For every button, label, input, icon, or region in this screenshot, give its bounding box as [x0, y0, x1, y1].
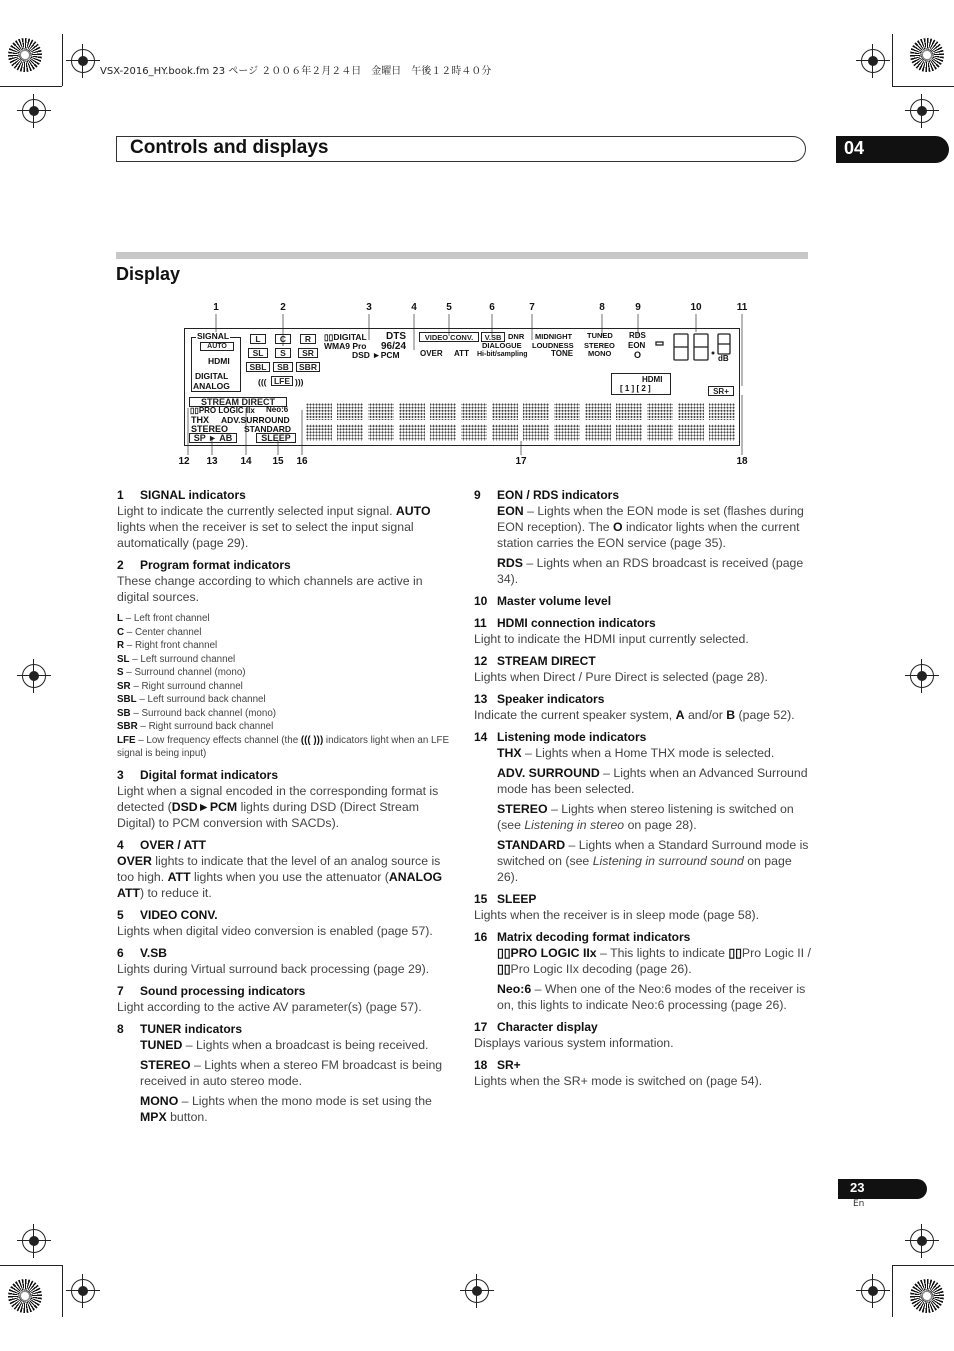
srplus-indicator: SR+ — [708, 386, 734, 396]
section-heading: 4 OVER / ATT — [117, 837, 206, 852]
registration-mark — [861, 1279, 885, 1303]
section-heading: 2 Program format indicators — [117, 558, 291, 572]
section-body: Light to indicate the currently selected input signal. AUTO lights when the receiver is set to select the input signal automatically (page 29). — [117, 504, 431, 550]
channel-item: S – Surround channel (mono) — [117, 667, 246, 678]
section-body: RDS – Lights when an RDS broadcast is received (page 34). — [497, 556, 804, 586]
wma9-indicator: WMA9 Pro — [324, 341, 367, 351]
registration-starburst — [910, 1279, 944, 1313]
channel-sb: SB — [273, 362, 293, 372]
eon-indicator: EON — [628, 341, 646, 350]
channel-sbl: SBL — [246, 362, 270, 372]
callout-number: 2 — [280, 302, 286, 313]
registration-mark — [465, 1279, 489, 1303]
channel-lfe: LFE — [271, 376, 293, 386]
eon-o-indicator: O — [634, 350, 642, 360]
callout-number: 17 — [515, 456, 527, 467]
tone-indicator: TONE — [551, 349, 574, 358]
crop-line — [892, 1265, 893, 1317]
video-conv-indicator: VIDEO CONV. — [419, 332, 479, 342]
tuned-indicator: TUNED — [587, 331, 613, 340]
stereo-mode-indicator: STEREO — [191, 424, 229, 434]
mono-indicator: MONO — [588, 349, 612, 358]
channel-item: C – Center channel — [117, 626, 202, 638]
page-language: En — [853, 1199, 865, 1209]
att-indicator: ATT — [454, 349, 469, 358]
lfe-wave-right: ))) — [295, 377, 304, 387]
hdmi-input-numbers: [ 1 ] [ 2 ] — [620, 384, 651, 393]
vsb-indicator: V.SB — [481, 332, 505, 342]
registration-mark — [71, 1279, 95, 1303]
channel-item: SB – Surround back channel (mono) — [117, 707, 277, 719]
channel-item: SL – Left surround channel — [117, 653, 236, 665]
section-heading: 15 SLEEP — [474, 892, 537, 906]
channel-s: S — [275, 348, 291, 358]
section-heading: 7 Sound processing indicators — [117, 983, 306, 998]
channel-c: C — [275, 334, 291, 344]
crop-line — [0, 1265, 62, 1266]
hibit-indicator: Hi-bit/sampling — [477, 351, 528, 358]
section-body: Lights when digital video conversion is enabled (page 57). — [117, 923, 433, 938]
registration-mark — [910, 1229, 934, 1253]
section-body: STEREO – Lights when stereo listening is switched on (see Listening in stereo on page 28). — [497, 802, 794, 832]
hdmi-signal-indicator: HDMI — [208, 356, 230, 366]
section-heading: 1 SIGNAL indicators — [117, 488, 246, 502]
character-display-gap — [306, 420, 736, 424]
stereo-indicator: STEREO — [584, 341, 615, 350]
callout-number: 11 — [736, 302, 748, 313]
callout-number: 1 — [213, 302, 219, 313]
section-body: Displays various system information. — [474, 1036, 674, 1050]
section-body: THX – Lights when a Home THX mode is selected. — [497, 746, 775, 760]
registration-mark — [22, 1229, 46, 1253]
speaker-ab-indicator: SP ► AB — [189, 433, 237, 443]
registration-mark — [910, 664, 934, 688]
section-title: Display — [116, 264, 181, 284]
section-body: Light according to the active AV parameter(s) (page 57). — [117, 999, 422, 1014]
section-heading: 5 VIDEO CONV. — [117, 907, 218, 922]
right-column — [474, 488, 814, 1089]
callout-number: 5 — [446, 302, 452, 313]
callout-number: 13 — [206, 456, 218, 467]
callout-number: 10 — [690, 302, 702, 313]
channel-item: R – Right front channel — [117, 640, 218, 651]
section-body: EON – Lights when the EON mode is set (flashes during EON reception). The O indicator lights when the current station carries the EON service (page 35). — [497, 504, 804, 550]
channel-item: SR – Right surround channel — [117, 680, 243, 692]
channel-l: L — [250, 334, 266, 344]
section-heading: 6 V.SB — [117, 945, 167, 960]
neo6-indicator: Neo:6 — [266, 405, 289, 414]
crop-line — [892, 1265, 954, 1266]
channel-item: SBR – Right surround back channel — [117, 721, 274, 732]
callout-number: 14 — [240, 456, 252, 467]
section-heading: 12 STREAM DIRECT — [474, 654, 596, 668]
section-body: STEREO – Lights when a stereo FM broadcast is being received in auto stereo mode. — [140, 1057, 443, 1088]
section-body: STANDARD – Lights when a Standard Surround mode is switched on (see Listening in surround sound on page 26). — [497, 838, 809, 884]
sleep-indicator: SLEEP — [256, 433, 296, 443]
lfe-wave-left: ((( — [258, 377, 267, 387]
signal-indicator: SIGNAL — [197, 331, 230, 341]
callout-number: 12 — [178, 456, 190, 467]
section-heading: 14 Listening mode indicators — [474, 730, 647, 744]
page-title: Controls and displays — [130, 137, 329, 158]
9624-indicator: 96/24 — [381, 341, 407, 352]
section-body: ADV. SURROUND – Lights when an Advanced Surround mode has been selected. — [497, 766, 808, 796]
left-column — [117, 488, 457, 1125]
thx-indicator: THX — [191, 415, 209, 425]
channel-item: SBL – Left surround back channel — [117, 694, 266, 705]
db-indicator: dB — [718, 354, 729, 363]
crop-line — [62, 1265, 63, 1317]
registration-starburst — [8, 1279, 42, 1313]
section-heading: 13 Speaker indicators — [474, 692, 605, 706]
file-header: VSX-2016_HY.book.fm 23 ページ ２００６年２月２４日 金曜日 午後１２時４０分 — [100, 66, 492, 77]
channel-sr: SR — [298, 348, 318, 358]
callout-number: 15 — [272, 456, 284, 467]
hdmi-indicator: HDMI — [642, 375, 663, 384]
callout-number: 7 — [529, 302, 535, 313]
section-body: Lights during Virtual surround back processing (page 29). — [117, 961, 430, 976]
section-body: Light to indicate the HDMI input currently selected. — [474, 632, 749, 646]
stream-direct-indicator: STREAM DIRECT — [189, 397, 287, 407]
chapter-number: 04 — [844, 138, 865, 158]
callout-number: 8 — [599, 302, 605, 313]
channel-sl: SL — [248, 348, 268, 358]
callout-number: 3 — [366, 302, 372, 313]
dnr-indicator: DNR — [508, 332, 525, 341]
section-heading: 9 EON / RDS indicators — [474, 488, 620, 502]
loudness-indicator: LOUDNESS — [532, 341, 574, 350]
adv-surround-indicator: ADV.SURROUND — [221, 415, 290, 425]
analog-indicator: ANALOG — [193, 381, 230, 391]
section-body: Lights when the SR+ mode is switched on (page 54). — [474, 1074, 763, 1088]
callout-number: 9 — [635, 302, 641, 313]
dts-indicator: DTS — [386, 331, 406, 342]
callout-number: 4 — [411, 302, 417, 313]
rds-indicator: RDS — [629, 331, 646, 340]
section-heading: 17 Character display — [474, 1020, 598, 1034]
section-body: These change according to which channels are active in digital sources. — [117, 574, 423, 604]
section-body: Lights when the receiver is in sleep mode (page 58). — [474, 908, 760, 922]
section-heading: 11 HDMI connection indicators — [474, 616, 656, 630]
section-body: ▯▯PRO LOGIC IIx – This lights to indicate ▯▯Pro Logic II / ▯▯Pro Logic IIx decoding (page 26). — [497, 946, 811, 976]
section-heading: 3 Digital format indicators — [117, 767, 279, 782]
section-heading: 10 Master volume level — [474, 594, 612, 608]
channel-item: LFE – Low frequency effects channel (the ((( ))) indicators light when an LFE signal is being input) — [117, 734, 449, 759]
callout-number: 16 — [296, 456, 308, 467]
dsd-pcm-indicator: DSD ►PCM — [352, 350, 400, 360]
digital-indicator: DIGITAL — [195, 371, 229, 381]
section-heading: 8 TUNER indicators — [117, 1021, 243, 1036]
registration-mark — [22, 664, 46, 688]
channel-r: R — [300, 334, 316, 344]
over-indicator: OVER — [420, 349, 443, 358]
section-body: MONO – Lights when the mono mode is set using the MPX button. — [140, 1093, 432, 1124]
page-number: 23 — [850, 1180, 865, 1195]
section-heading: 16 Matrix decoding format indicators — [474, 930, 691, 944]
section-body: OVER lights to indicate that the level of an analog source is too high. ATT lights when you use the attenuator (ANALOG ATT) to reduce it. — [117, 853, 443, 900]
auto-indicator: AUTO — [200, 342, 234, 351]
callout-number: 18 — [736, 456, 748, 467]
section-body: TUNED – Lights when a broadcast is being received. — [140, 1037, 429, 1052]
section-body: Neo:6 – When one of the Neo:6 modes of the receiver is on, this lights to indicate Neo:6 processing (page 26). — [497, 982, 806, 1012]
midnight-indicator: MIDNIGHT — [535, 332, 573, 341]
section-body: Lights when Direct / Pure Direct is selected (page 28). — [474, 670, 768, 684]
section-heading: 18 SR+ — [474, 1058, 521, 1072]
channel-item: L – Left front channel — [117, 613, 210, 624]
section-body: Indicate the current speaker system, A and/or B (page 52). — [474, 708, 795, 722]
dolby-digital-indicator: ▯▯DIGITAL — [324, 332, 367, 342]
callout-number: 6 — [489, 302, 495, 313]
channel-sbr: SBR — [296, 362, 320, 372]
standard-indicator: STANDARD — [244, 424, 292, 434]
dialogue-indicator: DIALOGUE — [482, 341, 522, 350]
pro-logic-indicator: ▯▯PRO LOGIC IIx — [190, 406, 255, 415]
section-body: Light when a signal encoded in the corresponding format is detected (DSD►PCM lights during DSD (Direct Stream Digital) to PCM conversion with SACDs). — [117, 783, 439, 830]
